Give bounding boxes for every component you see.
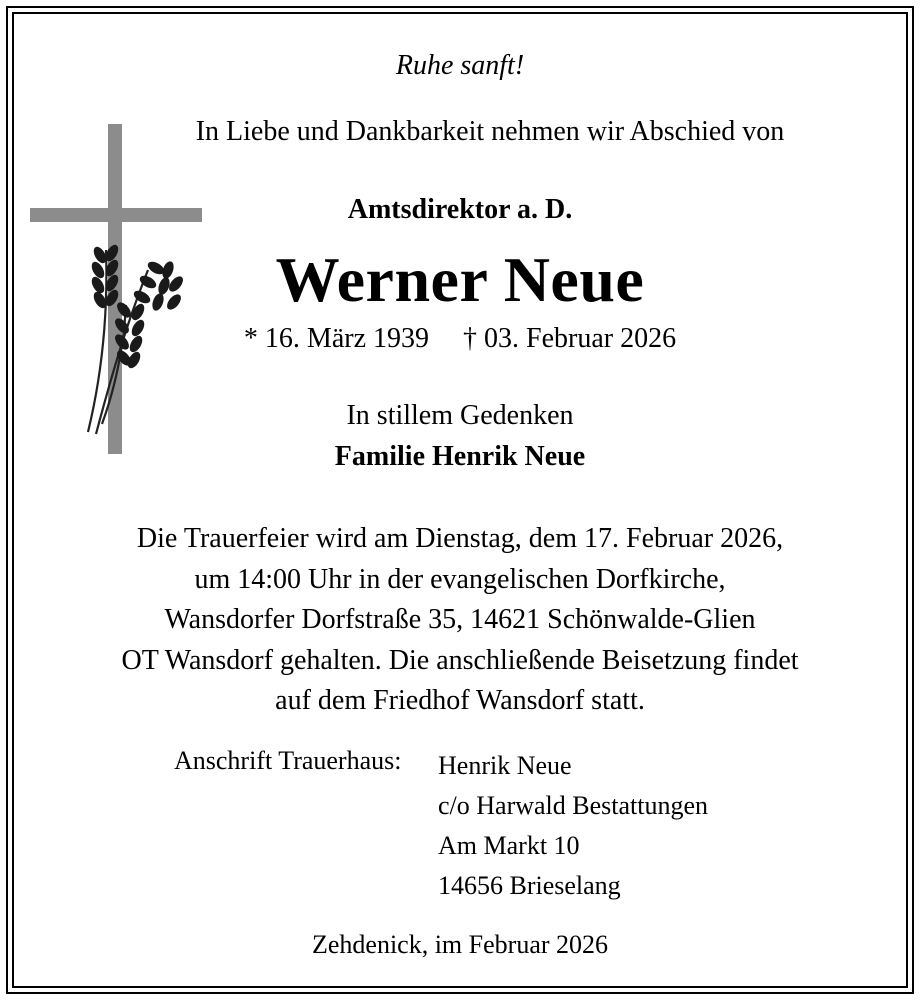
motto: Ruhe sanft!	[395, 50, 525, 81]
address-block	[438, 746, 708, 906]
birth-date: * 16. März 1939	[243, 323, 429, 354]
funeral-line: um 14:00 Uhr in der evangelischen Dorfkirche,	[194, 563, 726, 595]
funeral-line: OT Wansdorf gehalten. Die anschließende Beisetzung findet	[121, 644, 799, 676]
funeral-line: Die Trauerfeier wird am Dienstag, dem 17. Februar 2026,	[136, 523, 784, 554]
life-dates	[0, 323, 920, 355]
closing-line: Zehdenick, im Februar 2026	[311, 930, 609, 959]
death-date: † 03. Februar 2026	[463, 323, 677, 354]
address-label: Anschrift Trauerhaus:	[174, 746, 402, 775]
address-line: Henrik Neue	[438, 751, 572, 780]
family-name: Familie Henrik Neue	[334, 441, 586, 472]
memorial-text: In stillem Gedenken	[346, 400, 574, 431]
deceased-name: Werner Neue	[275, 244, 645, 315]
funeral-info	[0, 519, 920, 722]
intro-text: In Liebe und Dankbarkeit nehmen wir Abschied von	[195, 116, 785, 147]
deceased-title: Amtsdirektor a. D.	[347, 194, 573, 225]
funeral-line: Wansdorfer Dorfstraße 35, 14621 Schönwalde-Glien	[164, 604, 756, 635]
address-line: 14656 Brieselang	[438, 871, 621, 900]
address-line: c/o Harwald Bestattungen	[438, 791, 709, 820]
funeral-line: auf dem Friedhof Wansdorf statt.	[275, 685, 645, 716]
address-line: Am Markt 10	[438, 831, 580, 860]
